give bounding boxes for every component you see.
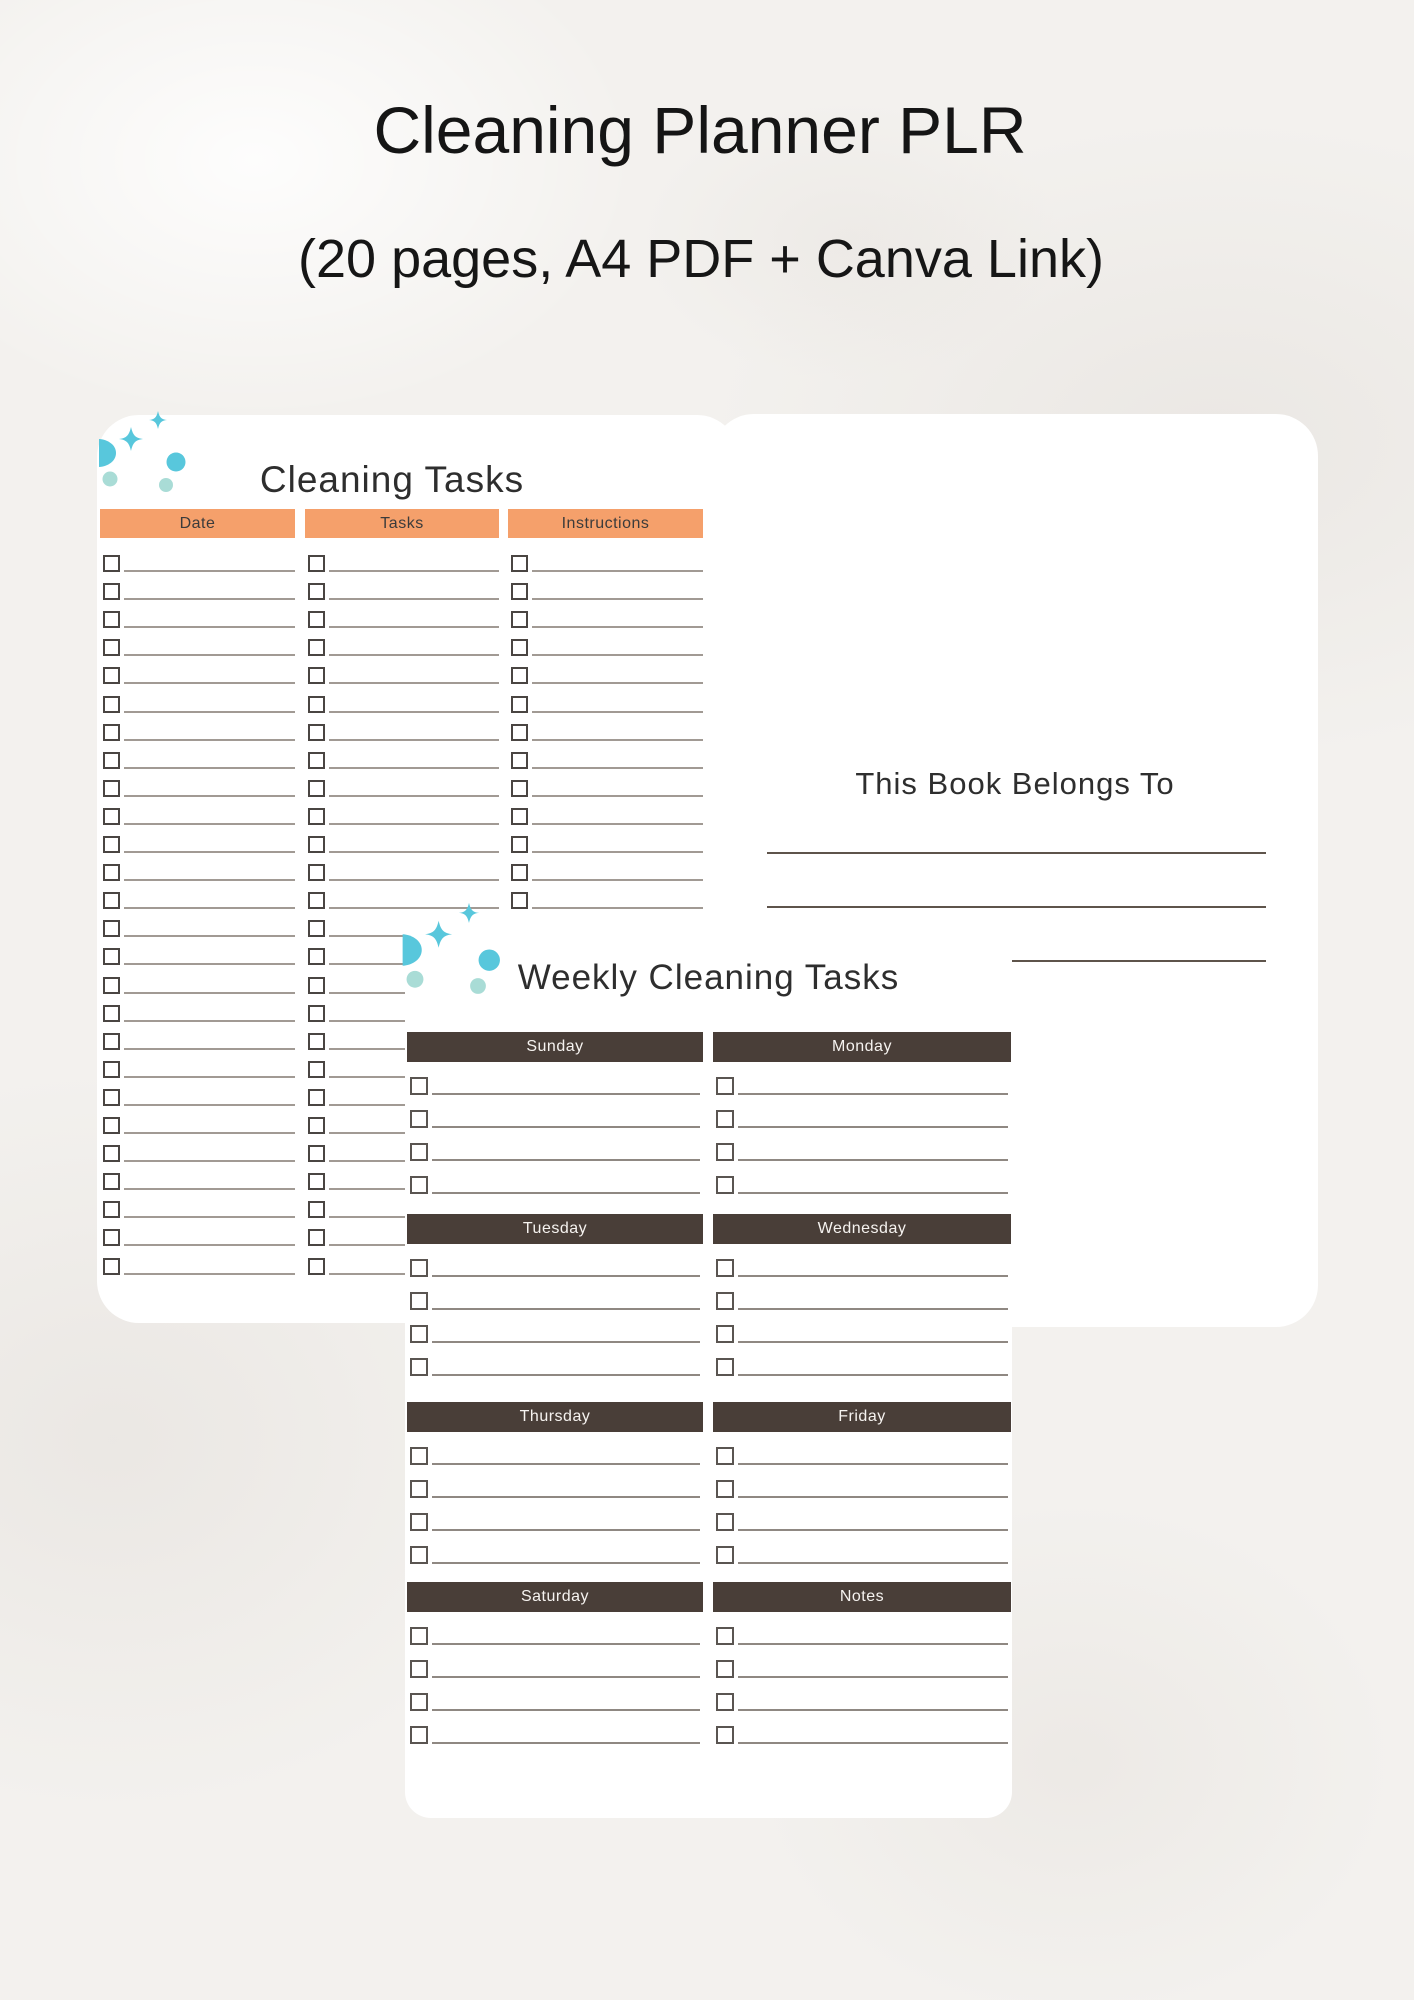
task-checkbox	[308, 639, 325, 656]
writing-line	[124, 1104, 295, 1106]
task-checkbox	[103, 1061, 120, 1078]
task-checkbox	[103, 611, 120, 628]
task-checkbox	[308, 555, 325, 572]
task-checkbox	[716, 1110, 734, 1128]
writing-line	[124, 1273, 295, 1275]
sparkles-bubbles-icon	[400, 896, 502, 995]
writing-line	[432, 1709, 700, 1711]
sparkle-cluster	[403, 903, 500, 994]
task-checkbox	[103, 836, 120, 853]
task-checkbox	[103, 808, 120, 825]
day-header-sunday: Sunday	[407, 1032, 703, 1062]
task-checkbox	[410, 1726, 428, 1744]
task-checkbox	[410, 1077, 428, 1095]
weekly-tasks-page	[405, 912, 1012, 1818]
task-checkbox	[308, 808, 325, 825]
task-checkbox	[308, 611, 325, 628]
writing-line	[124, 1188, 295, 1190]
task-checkbox	[716, 1447, 734, 1465]
writing-line	[124, 767, 295, 769]
writing-line	[124, 598, 295, 600]
task-checkbox	[103, 724, 120, 741]
task-checkbox	[308, 724, 325, 741]
task-checkbox	[103, 583, 120, 600]
column-header-date: Date	[100, 509, 295, 538]
task-checkbox	[410, 1627, 428, 1645]
task-checkbox	[103, 1145, 120, 1162]
writing-line	[124, 992, 295, 994]
task-checkbox	[716, 1358, 734, 1376]
name-line	[767, 906, 1266, 908]
task-checkbox	[511, 752, 528, 769]
writing-line	[432, 1643, 700, 1645]
writing-line	[432, 1374, 700, 1376]
writing-line	[432, 1093, 700, 1095]
writing-line	[124, 823, 295, 825]
writing-line	[124, 879, 295, 881]
writing-line	[532, 654, 703, 656]
writing-line	[329, 795, 499, 797]
writing-line	[329, 682, 499, 684]
sparkle-cluster	[99, 411, 186, 492]
writing-line	[738, 1643, 1008, 1645]
writing-line	[124, 1048, 295, 1050]
writing-line	[124, 935, 295, 937]
day-header-notes: Notes	[713, 1582, 1011, 1612]
task-checkbox	[511, 667, 528, 684]
task-checkbox	[308, 1201, 325, 1218]
task-checkbox	[308, 583, 325, 600]
task-checkbox	[308, 920, 325, 937]
task-checkbox	[716, 1480, 734, 1498]
task-checkbox	[308, 1005, 325, 1022]
writing-line	[532, 570, 703, 572]
task-checkbox	[511, 892, 528, 909]
writing-line	[738, 1562, 1008, 1564]
task-checkbox	[103, 1089, 120, 1106]
task-checkbox	[511, 780, 528, 797]
writing-line	[329, 823, 499, 825]
writing-line	[329, 654, 499, 656]
day-header-saturday: Saturday	[407, 1582, 703, 1612]
task-checkbox	[716, 1292, 734, 1310]
task-checkbox	[410, 1358, 428, 1376]
task-checkbox	[716, 1660, 734, 1678]
writing-line	[738, 1529, 1008, 1531]
task-checkbox	[103, 1117, 120, 1134]
writing-line	[532, 626, 703, 628]
task-checkbox	[103, 1201, 120, 1218]
writing-line	[532, 907, 703, 909]
writing-line	[124, 907, 295, 909]
writing-line	[532, 767, 703, 769]
writing-line	[532, 795, 703, 797]
task-checkbox	[308, 977, 325, 994]
task-checkbox	[511, 583, 528, 600]
task-checkbox	[716, 1546, 734, 1564]
writing-line	[432, 1159, 700, 1161]
task-checkbox	[410, 1325, 428, 1343]
task-checkbox	[410, 1176, 428, 1194]
writing-line	[329, 626, 499, 628]
task-checkbox	[103, 1005, 120, 1022]
task-checkbox	[410, 1259, 428, 1277]
writing-line	[738, 1192, 1008, 1194]
task-checkbox	[308, 1061, 325, 1078]
writing-line	[738, 1275, 1008, 1277]
task-checkbox	[308, 892, 325, 909]
task-checkbox	[716, 1693, 734, 1711]
writing-line	[124, 1020, 295, 1022]
writing-line	[432, 1562, 700, 1564]
writing-line	[124, 851, 295, 853]
name-line	[767, 852, 1266, 854]
poster-title: Cleaning Planner PLR	[373, 93, 1027, 167]
writing-line	[738, 1308, 1008, 1310]
task-checkbox	[716, 1325, 734, 1343]
writing-line	[738, 1742, 1008, 1744]
task-checkbox	[511, 696, 528, 713]
task-checkbox	[103, 667, 120, 684]
task-checkbox	[103, 752, 120, 769]
cleaning-tasks-title: Cleaning Tasks	[259, 459, 525, 500]
task-checkbox	[410, 1292, 428, 1310]
task-checkbox	[308, 1089, 325, 1106]
task-checkbox	[308, 1173, 325, 1190]
task-checkbox	[103, 948, 120, 965]
writing-line	[124, 1160, 295, 1162]
task-checkbox	[308, 1033, 325, 1050]
task-checkbox	[308, 752, 325, 769]
task-checkbox	[410, 1693, 428, 1711]
task-checkbox	[410, 1480, 428, 1498]
writing-line	[432, 1463, 700, 1465]
task-checkbox	[716, 1077, 734, 1095]
writing-line	[124, 654, 295, 656]
writing-line	[738, 1463, 1008, 1465]
task-checkbox	[716, 1627, 734, 1645]
task-checkbox	[716, 1513, 734, 1531]
writing-line	[738, 1159, 1008, 1161]
task-checkbox	[716, 1726, 734, 1744]
writing-line	[124, 1216, 295, 1218]
writing-line	[329, 739, 499, 741]
task-checkbox	[103, 555, 120, 572]
writing-line	[329, 570, 499, 572]
day-header-monday: Monday	[713, 1032, 1011, 1062]
writing-line	[432, 1192, 700, 1194]
writing-line	[532, 739, 703, 741]
writing-line	[432, 1496, 700, 1498]
task-checkbox	[103, 1229, 120, 1246]
writing-line	[124, 1244, 295, 1246]
task-checkbox	[410, 1110, 428, 1128]
day-header-thursday: Thursday	[407, 1402, 703, 1432]
writing-line	[532, 598, 703, 600]
task-checkbox	[103, 780, 120, 797]
writing-line	[124, 1076, 295, 1078]
writing-line	[124, 963, 295, 965]
writing-line	[432, 1676, 700, 1678]
writing-line	[124, 1132, 295, 1134]
task-checkbox	[511, 555, 528, 572]
task-checkbox	[103, 1033, 120, 1050]
task-checkbox	[716, 1176, 734, 1194]
task-checkbox	[308, 1145, 325, 1162]
writing-line	[124, 682, 295, 684]
writing-line	[738, 1093, 1008, 1095]
writing-line	[432, 1275, 700, 1277]
task-checkbox	[716, 1143, 734, 1161]
writing-line	[432, 1529, 700, 1531]
task-checkbox	[103, 977, 120, 994]
task-checkbox	[103, 1173, 120, 1190]
task-checkbox	[410, 1447, 428, 1465]
writing-line	[738, 1676, 1008, 1678]
day-header-friday: Friday	[713, 1402, 1011, 1432]
writing-line	[432, 1308, 700, 1310]
task-checkbox	[308, 1229, 325, 1246]
task-checkbox	[410, 1143, 428, 1161]
task-checkbox	[716, 1259, 734, 1277]
task-checkbox	[511, 611, 528, 628]
task-checkbox	[308, 667, 325, 684]
writing-line	[124, 626, 295, 628]
task-checkbox	[103, 639, 120, 656]
task-checkbox	[410, 1546, 428, 1564]
writing-line	[124, 570, 295, 572]
writing-line	[738, 1341, 1008, 1343]
task-checkbox	[103, 920, 120, 937]
writing-line	[738, 1126, 1008, 1128]
column-header-tasks: Tasks	[305, 509, 499, 538]
writing-line	[432, 1126, 700, 1128]
writing-line	[329, 711, 499, 713]
task-checkbox	[308, 696, 325, 713]
task-checkbox	[511, 639, 528, 656]
task-checkbox	[308, 836, 325, 853]
task-checkbox	[511, 836, 528, 853]
poster-subtitle: (20 pages, A4 PDF + Canva Link)	[298, 229, 1104, 289]
writing-line	[532, 879, 703, 881]
writing-line	[124, 739, 295, 741]
sparkles-bubbles-icon	[97, 405, 187, 493]
task-checkbox	[308, 780, 325, 797]
task-checkbox	[511, 864, 528, 881]
writing-line	[432, 1341, 700, 1343]
task-checkbox	[410, 1513, 428, 1531]
writing-line	[532, 711, 703, 713]
writing-line	[532, 823, 703, 825]
task-checkbox	[410, 1660, 428, 1678]
task-checkbox	[103, 696, 120, 713]
writing-line	[738, 1496, 1008, 1498]
task-checkbox	[103, 864, 120, 881]
task-checkbox	[511, 808, 528, 825]
task-checkbox	[308, 1258, 325, 1275]
writing-line	[738, 1374, 1008, 1376]
task-checkbox	[511, 724, 528, 741]
weekly-tasks-title: Weekly Cleaning Tasks	[517, 958, 900, 997]
book-plate-title: This Book Belongs To	[855, 766, 1175, 801]
task-checkbox	[308, 864, 325, 881]
task-checkbox	[103, 1258, 120, 1275]
day-header-tuesday: Tuesday	[407, 1214, 703, 1244]
writing-line	[124, 711, 295, 713]
task-checkbox	[308, 948, 325, 965]
writing-line	[738, 1709, 1008, 1711]
writing-line	[532, 851, 703, 853]
task-checkbox	[308, 1117, 325, 1134]
task-checkbox	[103, 892, 120, 909]
writing-line	[432, 1742, 700, 1744]
writing-line	[329, 879, 499, 881]
writing-line	[532, 682, 703, 684]
writing-line	[329, 851, 499, 853]
day-header-wednesday: Wednesday	[713, 1214, 1011, 1244]
column-header-instructions: Instructions	[508, 509, 703, 538]
writing-line	[329, 598, 499, 600]
writing-line	[124, 795, 295, 797]
writing-line	[329, 767, 499, 769]
